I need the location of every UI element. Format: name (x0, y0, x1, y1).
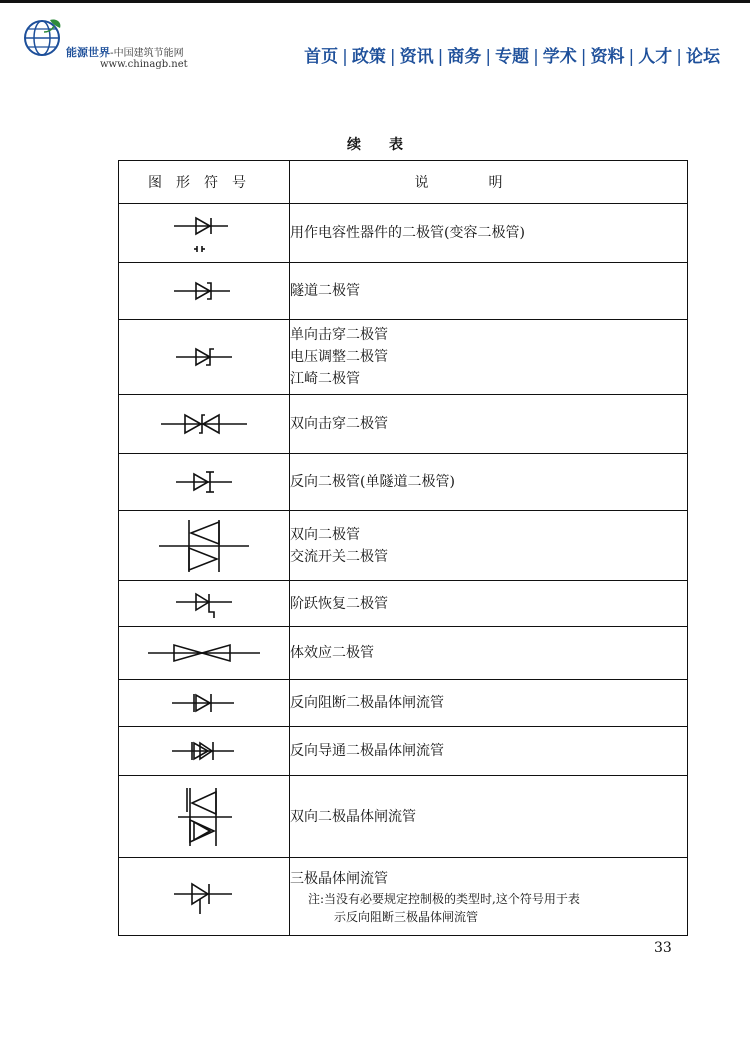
table-row (119, 454, 688, 511)
note-line: 注:当没有必要规定控制极的类型时,这个符号用于表 (308, 891, 580, 906)
symbol-cell (119, 680, 290, 727)
description-line: 电压调整二极管 (290, 349, 388, 365)
description-cell (290, 454, 688, 511)
reverse-conducting-thyristor-icon (154, 731, 254, 771)
site-logo[interactable] (22, 14, 262, 74)
description-line: 隧道二极管 (290, 283, 360, 299)
description-line: 反向二极管(单隧道二极管) (290, 474, 455, 490)
table-caption: 续表 (347, 137, 431, 153)
description-cell (290, 263, 688, 320)
description-line: 双向击穿二极管 (290, 416, 388, 432)
table-row (119, 395, 688, 454)
symbol-cell (119, 320, 290, 395)
symbol-cell (119, 627, 290, 680)
description-line: 阶跃恢复二极管 (290, 595, 388, 612)
site-url: www.chinagb.net (100, 59, 188, 70)
bidirectional-diode-icon (149, 514, 259, 578)
varactor-diode-icon (154, 208, 254, 258)
triode-thyristor-icon (154, 872, 254, 922)
description-cell (290, 395, 688, 454)
table-row (119, 727, 688, 776)
reverse-blocking-thyristor-icon (154, 683, 254, 723)
zener-diode-icon (154, 337, 254, 377)
description-line: 反向阻断二极晶体闸流管 (290, 695, 444, 711)
symbol-cell (119, 395, 290, 454)
table-row (119, 858, 688, 936)
bulk-effect-diode-icon (144, 633, 264, 673)
nav-forum[interactable]: 论坛 (686, 47, 720, 67)
table-row (119, 581, 688, 627)
description-line: 用作电容性器件的二极管(变容二极管) (290, 225, 525, 241)
nav-home[interactable]: 首页 (304, 47, 339, 67)
nav-resources[interactable]: 资料 (590, 47, 625, 67)
description-cell (290, 627, 688, 680)
description-line: 双向二极管 (290, 526, 360, 543)
description-line: 体效应二极管 (290, 645, 374, 661)
symbol-table (118, 160, 688, 936)
page-number: 33 (654, 940, 672, 956)
description-line: 单向击穿二极管 (290, 327, 388, 343)
note-line: 示反向阻断三极晶体闸流管 (334, 909, 479, 924)
site-header (0, 4, 750, 76)
table-row (119, 511, 688, 581)
symbol-cell (119, 858, 290, 936)
symbol-cell (119, 727, 290, 776)
description-line: 双向二极晶体闸流管 (290, 808, 416, 825)
nav-news[interactable]: 资讯 (399, 47, 434, 67)
table-header-row (119, 161, 688, 204)
nav-policy[interactable]: 政策 (351, 47, 386, 67)
table-row (119, 263, 688, 320)
site-tagline: -中国建筑节能网 (110, 48, 184, 59)
globe-icon (22, 16, 64, 58)
description-cell (290, 776, 688, 858)
description-cell (290, 858, 688, 936)
symbol-cell (119, 263, 290, 320)
description-cell (290, 320, 688, 395)
backward-diode-icon (154, 462, 254, 502)
description-cell (290, 727, 688, 776)
symbol-cell (119, 581, 290, 627)
description-cell (290, 680, 688, 727)
description-cell (290, 204, 688, 263)
site-name: 能源世界-中国建筑节能网 (66, 46, 184, 59)
table-row (119, 776, 688, 858)
main-nav: 首页 | 政策 | 资讯 | 商务 | 专题 | 学术 | 资料 | 人才 | 论坛 (304, 47, 720, 67)
nav-academic[interactable]: 学术 (542, 47, 577, 67)
description-line: 三极晶体闸流管 (290, 870, 388, 887)
description-cell (290, 581, 688, 627)
description-cell (290, 511, 688, 581)
top-rule (0, 0, 750, 3)
nav-topics[interactable]: 专题 (495, 47, 530, 67)
symbol-cell (119, 454, 290, 511)
tunnel-diode-icon (154, 271, 254, 311)
nav-talent[interactable]: 人才 (638, 47, 673, 67)
bidirectional-thyristor-icon (154, 782, 254, 852)
bidirectional-breakdown-diode-icon (149, 404, 259, 444)
symbol-cell (119, 776, 290, 858)
col-header-description: 说明 (290, 161, 688, 204)
description-line: 江崎二极管 (290, 371, 360, 387)
nav-business[interactable]: 商务 (447, 47, 482, 67)
table-row (119, 204, 688, 263)
symbol-cell (119, 511, 290, 581)
description-line: 反向导通二极晶体闸流管 (290, 743, 444, 759)
table-row (119, 627, 688, 680)
col-header-symbol: 图形符号 (119, 161, 290, 204)
table-row (119, 320, 688, 395)
table-row (119, 680, 688, 727)
description-line: 交流开关二极管 (290, 548, 388, 565)
step-recovery-diode-icon (154, 584, 254, 624)
symbol-cell (119, 204, 290, 263)
